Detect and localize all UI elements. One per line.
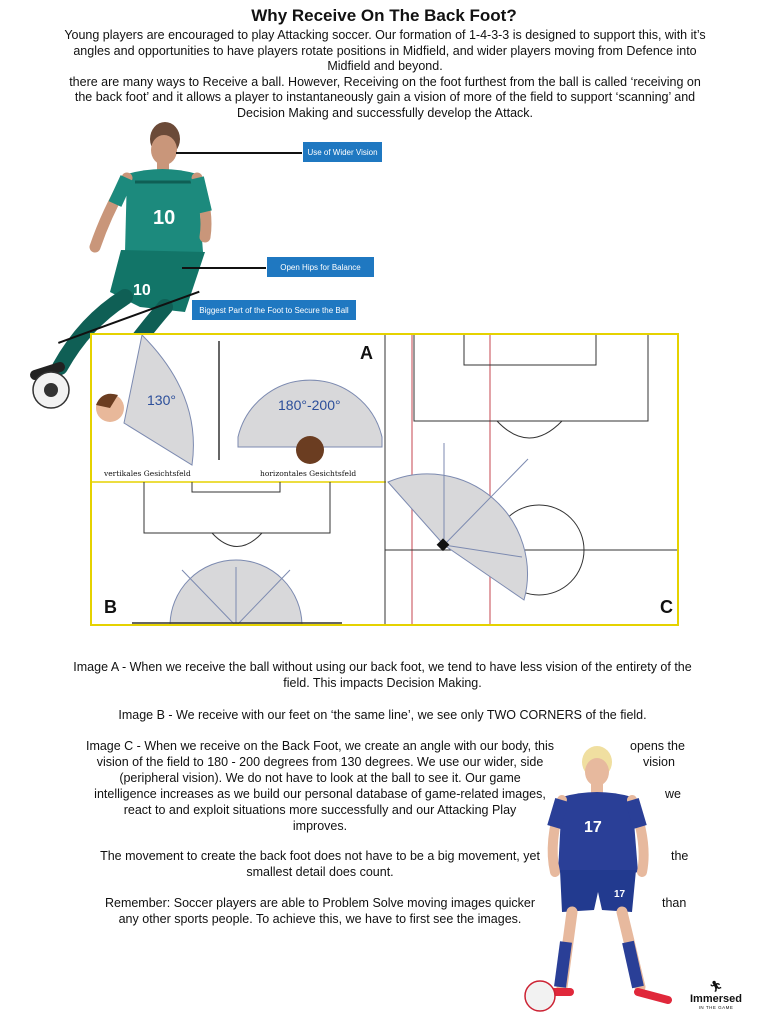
caption-remember-line-2: any other sports people. To achieve this, we have to first see the images. <box>118 912 522 926</box>
intro-text <box>60 28 710 121</box>
caption-movement-line-1: The movement to create the back foot does not have to be a big movement, yet <box>100 849 540 863</box>
player-2-illustration <box>510 742 690 1012</box>
caption-c-line-2: vision of the field to 180 - 200 degrees from 130 degrees. We use our wider, side <box>96 755 544 769</box>
field-c-vision-cone <box>388 474 527 600</box>
caption-c-line-1-end: opens the <box>630 739 685 753</box>
intro-paragraph-2: there are many ways to Receive a ball. However, Receiving on the foot furthest from the ball is called ‘receiving on the back foot’ and it allows a player to instantaneously gain a vision of more of the field to support ‘scanning’ and Decision Making and successfully develop the Attack. <box>69 74 701 120</box>
caption-c-line-2-end: vision <box>643 755 675 769</box>
runner-icon: 🏃︎ <box>709 981 723 993</box>
pointer-line-vision <box>176 152 302 154</box>
player-2-shirt-number: 17 <box>584 819 602 836</box>
caption-c-line-4-end: we <box>665 787 681 801</box>
logo-tagline: IN THE GAME <box>698 1005 734 1010</box>
caption-movement <box>60 848 580 880</box>
callout-foot: Biggest Part of the Foot to Secure the Ball <box>192 300 356 320</box>
caption-remember-line-1: Remember: Soccer players are able to Problem Solve moving images quicker <box>104 896 536 910</box>
diagram-label-a: A <box>360 343 373 363</box>
caption-movement-line-2: smallest detail does count. <box>246 865 394 879</box>
caption-horizontal-field: horizontales Gesichtsfeld <box>260 469 357 478</box>
diagram-label-b: B <box>104 597 117 617</box>
caption-remember <box>60 895 580 927</box>
angle-horizontal-label: 180°-200° <box>278 397 341 413</box>
logo-name: Immersed <box>690 993 742 1005</box>
diagram-label-c: C <box>660 597 673 617</box>
caption-movement-end: the <box>671 849 689 863</box>
caption-image-c <box>60 738 580 834</box>
callout-vision: Use of Wider Vision <box>303 142 382 162</box>
angle-vertical-label: 130° <box>147 392 176 408</box>
caption-c-line-6: improves. <box>292 819 348 833</box>
caption-remember-end: than <box>662 896 687 910</box>
caption-vertical-field: vertikales Gesichtsfeld <box>104 469 191 478</box>
head-top-icon <box>296 436 324 464</box>
caption-c-line-5: react to and exploit situations more successfully and our Attacking Play <box>123 803 517 817</box>
caption-c-line-3: (peripheral vision). We do not have to look at the ball to see it. Our game <box>119 771 521 785</box>
pointer-line-hips <box>182 267 266 269</box>
vision-diagram <box>90 333 679 626</box>
caption-image-b: Image B - We receive with our feet on ‘the same line’, we see only TWO CORNERS of the field. <box>118 708 647 722</box>
callout-hips: Open Hips for Balance <box>267 257 374 277</box>
player-2-shorts-number: 17 <box>614 889 626 900</box>
caption-c-line-4: intelligence increases as we build our personal database of game-related images, <box>94 787 546 801</box>
page-title: Why Receive On The Back Foot? <box>251 6 517 25</box>
caption-image-a: Image A - When we receive the ball without using our back foot, we tend to have less vision of the entirety of the field. This impacts Decision Making. <box>73 660 692 690</box>
player-1-shirt-number: 10 <box>153 207 176 229</box>
immersed-logo <box>683 982 749 1010</box>
intro-paragraph-1: Young players are encouraged to play Attacking soccer. Our formation of 1-4-3-3 is designed to support this, with it’s angles and opportunities to have players rotate positions in Midfield, and wider players moving from Defence into Midfield and beyond. <box>64 28 706 73</box>
player-1-shorts-number: 10 <box>133 282 151 299</box>
caption-c-line-1: Image C - When we receive on the Back Foot, we create an angle with our body, this <box>85 739 555 753</box>
